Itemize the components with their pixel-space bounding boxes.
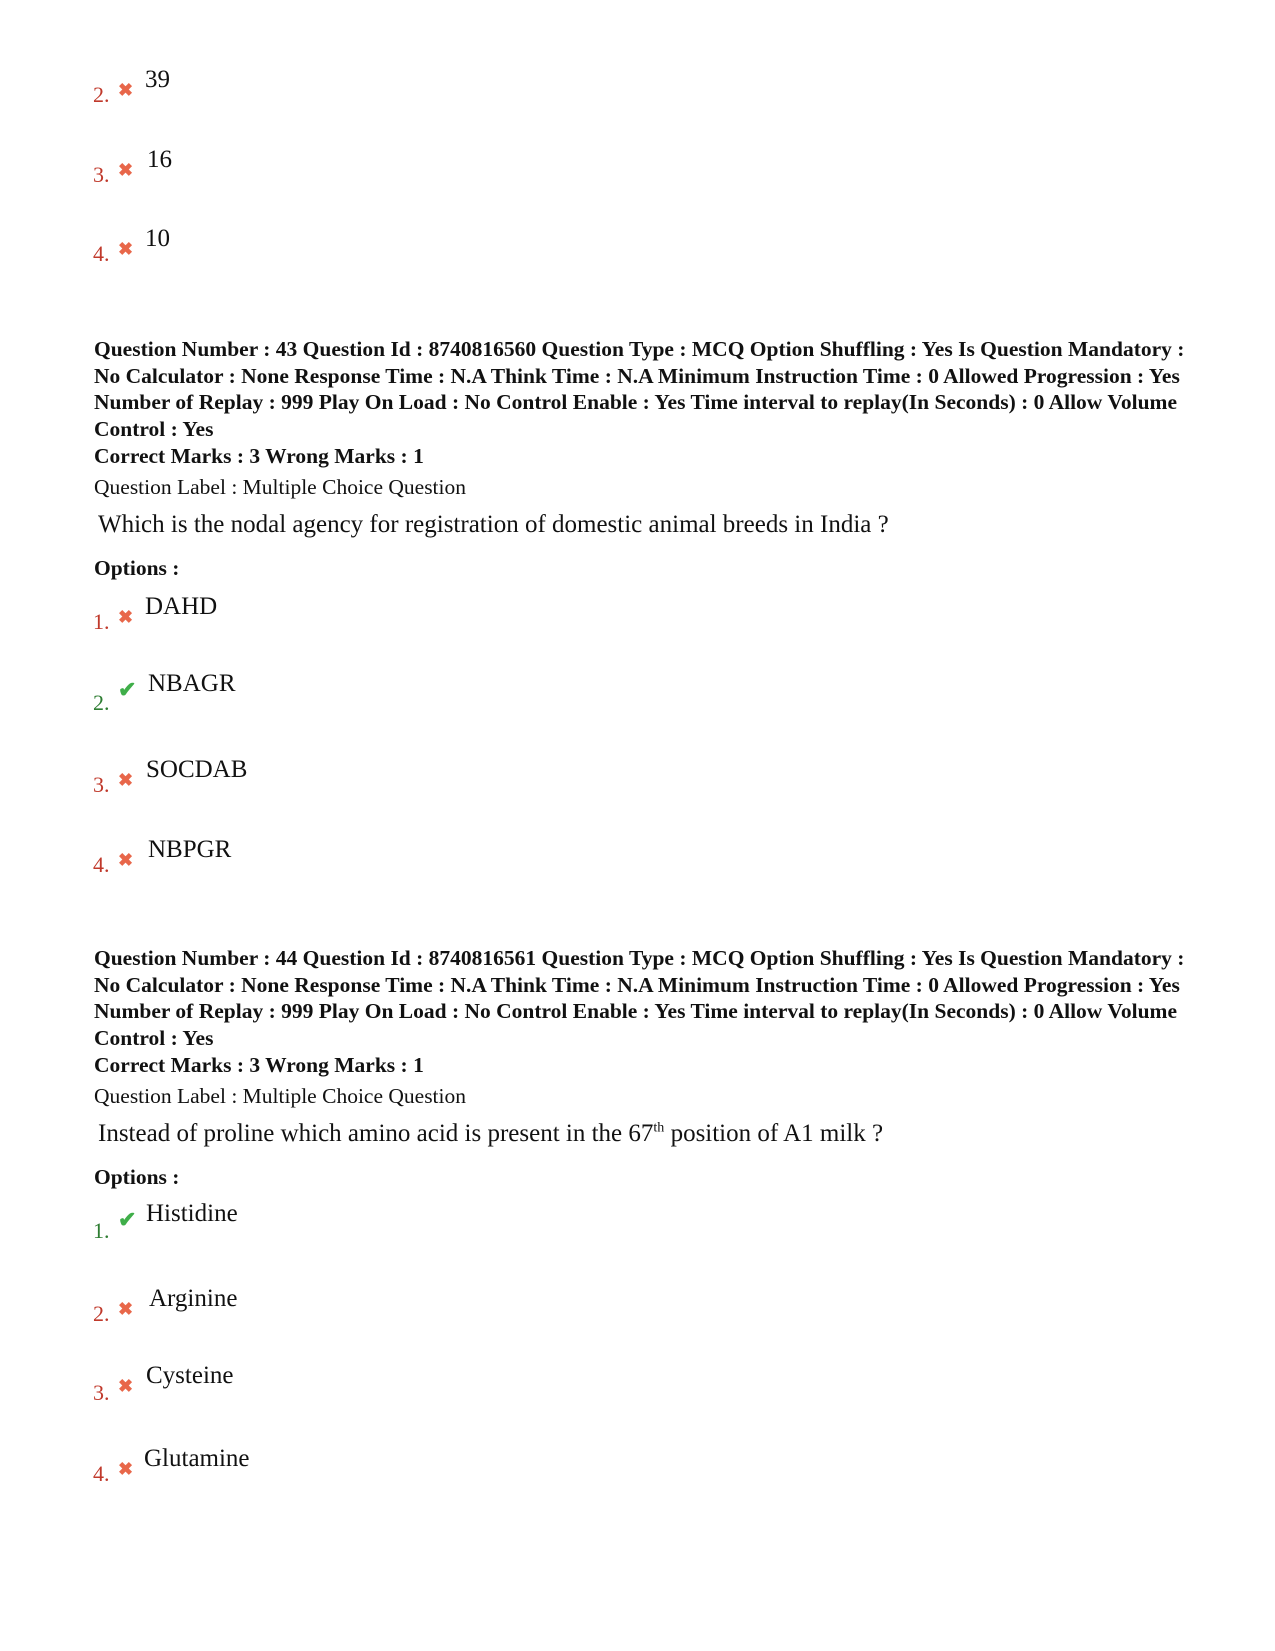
cross-mark-icon: ✖ [118,1376,134,1396]
option-text: Arginine [149,1285,238,1312]
option-number: 1. [93,1218,110,1243]
question-43-marks: Correct Marks : 3 Wrong Marks : 1 [94,444,424,468]
option-number: 3. [93,1380,110,1405]
option-text: 10 [145,225,170,252]
option-number: 2. [93,690,110,715]
option-text: 16 [147,146,172,173]
cross-mark-icon: ✖ [118,1299,134,1319]
question-44-text-superscript: th [653,1120,665,1136]
check-mark-icon: ✔ [118,1207,137,1232]
option-text: Histidine [146,1200,238,1227]
question-43-metadata: Question Number : 43 Question Id : 8740816560 Question Type : MCQ Option Shuffling : Yes Is Question Mandatory : No Calculator : None Response Time : N.A Think Time : N.A Minimum Instruction Time : 0 Allowed Progression : Yes Number of Replay : 999 Play On Load : No Control Enable : Yes Time interval to replay(In Seconds) : 0 Allow Volume Control : Yes [94,337,1185,441]
option-number: 4. [93,852,110,877]
option-number: 4. [93,241,110,266]
question-44-text-before: Instead of proline which amino acid is present in the 67 [98,1120,654,1147]
option-text: SOCDAB [146,756,248,783]
option-number: 3. [93,772,110,797]
cross-mark-icon: ✖ [118,770,134,790]
cross-mark-icon: ✖ [118,850,134,870]
option-number: 1. [93,609,110,634]
option-text: NBAGR [148,670,236,697]
option-text: 39 [145,66,170,93]
question-44-label: Question Label : Multiple Choice Question [94,1084,467,1108]
question-43-text: Which is the nodal agency for registration of domestic animal breeds in India ? [98,511,889,538]
cross-mark-icon: ✖ [118,160,134,180]
option-text: Glutamine [144,1445,250,1472]
check-mark-icon: ✔ [118,677,137,702]
option-number: 3. [93,162,110,187]
cross-mark-icon: ✖ [118,239,134,259]
option-text: DAHD [145,593,218,620]
option-number: 2. [93,82,110,107]
cross-mark-icon: ✖ [118,1459,134,1479]
cross-mark-icon: ✖ [118,607,134,627]
question-43-options-heading: Options : [94,556,180,580]
question-44-text [98,1119,883,1149]
cross-mark-icon: ✖ [118,80,134,100]
option-number: 4. [93,1461,110,1486]
question-44-marks: Correct Marks : 3 Wrong Marks : 1 [94,1053,424,1077]
question-44-metadata: Question Number : 44 Question Id : 8740816561 Question Type : MCQ Option Shuffling : Yes Is Question Mandatory : No Calculator : None Response Time : N.A Think Time : N.A Minimum Instruction Time : 0 Allowed Progression : Yes Number of Replay : 999 Play On Load : No Control Enable : Yes Time interval to replay(In Seconds) : 0 Allow Volume Control : Yes [94,946,1185,1050]
question-43-label: Question Label : Multiple Choice Question [94,475,467,499]
question-44-options-heading: Options : [94,1165,180,1189]
option-text: Cysteine [146,1362,234,1389]
question-44-text-after: position of A1 milk ? [664,1120,884,1147]
option-text: NBPGR [148,836,232,863]
option-number: 2. [93,1301,110,1326]
